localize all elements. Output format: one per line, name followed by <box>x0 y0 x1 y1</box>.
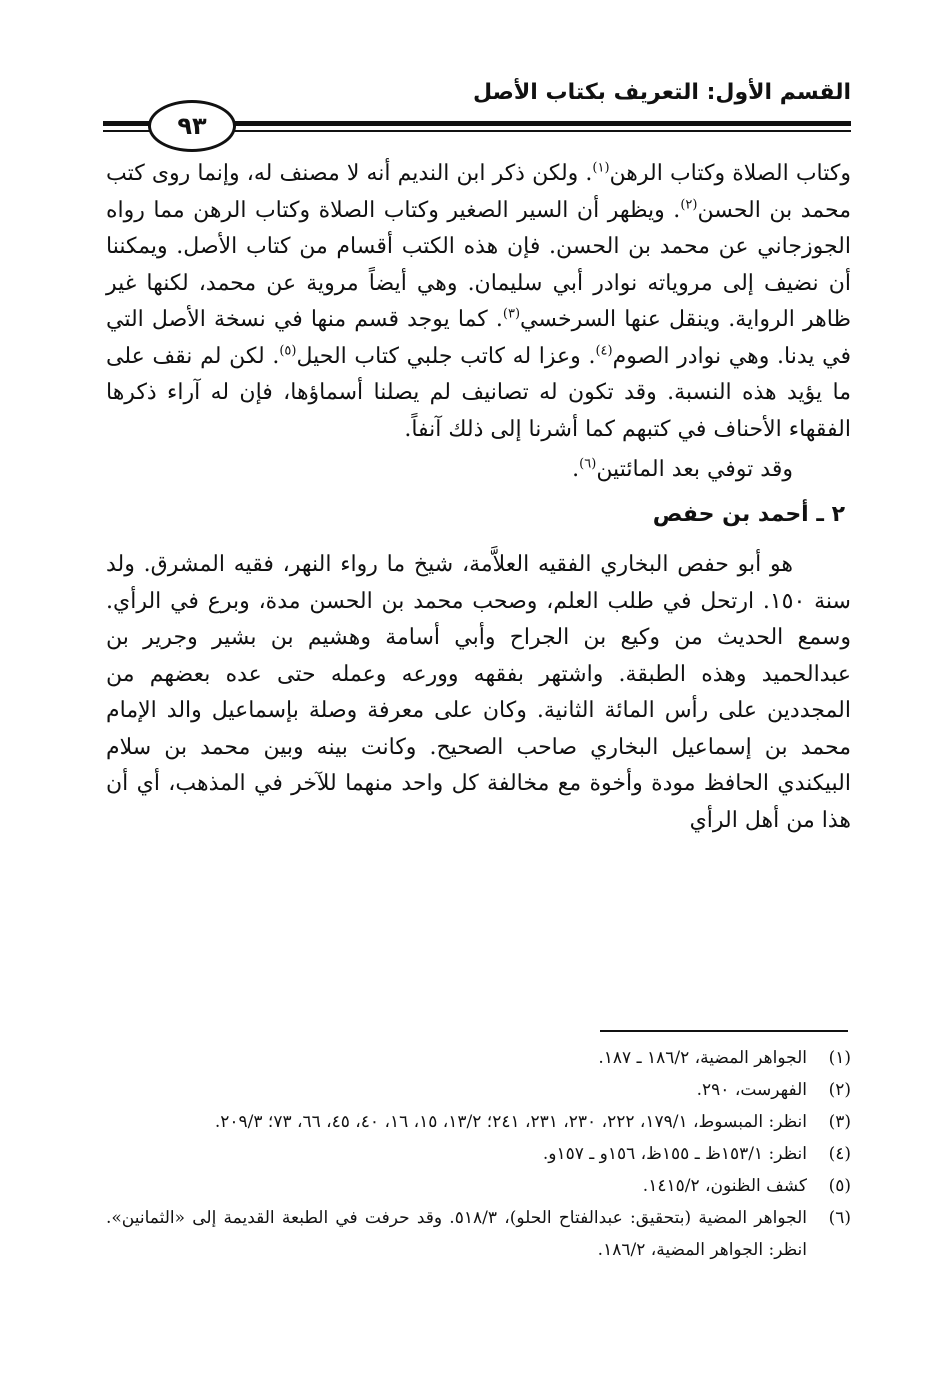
footnote-marker: (٣) <box>502 306 521 322</box>
footnote-marker: (١) <box>592 160 610 176</box>
text-run: . ولكن ذكر ابن النديم أنه لا مصنف له، وإنما روى كتب محمد بن الحسن <box>106 161 852 223</box>
footnote-marker: (٢) <box>680 197 698 213</box>
paragraph-biography <box>106 547 851 839</box>
text-run: وكتاب الصلاة وكتاب الرهن <box>609 161 851 186</box>
text-run: وقد توفي بعد المائتين <box>596 457 793 482</box>
footnote-marker: (٤) <box>595 343 613 359</box>
footnote-text: انظر: ١٥٣/١ظ ـ ١٥٥ظ، ١٥٦و ـ ١٥٧و. <box>542 1144 807 1164</box>
footnote-text: الجواهر المضية، ١٨٦/٢ ـ ١٨٧. <box>598 1048 807 1068</box>
footnote-text: كشف الظنون، ١٤١٥/٢. <box>642 1176 807 1196</box>
text-run: . ويظهر أن السير الصغير وكتاب الصلاة وكتاب الرهن مما رواه الجوزجاني عن محمد بن الحسن. فإن هذه الكتب أقسام من كتاب الأصل. ويمكننا أن نضيف إلى مروياته نوادر أبي سليمان. وهي أيضاً مروية عن محمد، لكنها غير ظاهر الرواية. وينقل عنها السرخسي <box>106 197 851 332</box>
footnote-item <box>106 1138 851 1170</box>
footnote-text: انظر: المبسوط، ١٧٩/١، ٢٢٢، ٢٣٠، ٢٣١، ٢٤١؛ ١٣/٢، ١٥، ١٦، ٤٠، ٤٥، ٦٦، ٧٣؛ ٢٠٩/٣. <box>214 1112 807 1132</box>
footnote-number: (٤) <box>828 1144 851 1164</box>
page-number: ٩٣ <box>177 112 207 140</box>
text-run: . لكن لم نقف على ما يؤيد هذه النسبة. وقد تكون له تصانيف لم يصلنا أسماؤها، فإن له آراء ذكرها الفقهاء الأحناف في كتبهم كما أشرنا إلى ذلك آنفاً. <box>106 343 851 442</box>
running-header-title: القسم الأول: التعريف بكتاب الأصل <box>473 80 851 105</box>
paragraph-death-date <box>106 452 851 489</box>
text-run: هو أبو حفص البخاري الفقيه العلاَّمة، شيخ ما رواء النهر، فقيه المشرق. ولد سنة ١٥٠. ارتحل في طلب العلم، وصحب محمد بن الحسن مدة، وبرع في الرأي. وسمع الحديث من وكيع بن الجراح وأبي أسامة وهشيم بن بشير وجرير بن عبدالحميد وهذه الطبقة. واشتهر بفقهه وورعه وعمله حتى عده بعضهم من المجددين على رأس المائة الثانية. وكان على معرفة وصلة بإسماعيل والد الإمام محمد بن إسماعيل البخاري صاحب الصحيح. وكانت بينه وبين محمد بن سلام البيكندي الحافظ مودة وأخوة مع مخالفة كل واحد منهما للآخر في المذهب، أي أن هذا من أهل الرأي <box>106 552 851 833</box>
body-text <box>106 156 851 839</box>
footnote-item <box>106 1202 851 1266</box>
footnote-marker: (٦) <box>579 456 597 472</box>
footnote-number: (٢) <box>828 1080 851 1100</box>
footnote-number: (٥) <box>828 1176 851 1196</box>
footnote-marker: (٥) <box>279 343 297 359</box>
footnote-item <box>106 1042 851 1074</box>
text-run: . كما يوجد قسم منها في نسخة الأصل التي في يدنا. وهي نوادر الصوم <box>106 307 851 369</box>
footnote-text: الفهرست، ٢٩٠. <box>696 1080 807 1100</box>
footnote-number: (١) <box>828 1048 851 1068</box>
section-heading: ٢ ـ أحمد بن حفص <box>652 501 845 527</box>
footnote-number: (٦) <box>828 1208 851 1228</box>
page-number-badge <box>148 100 236 152</box>
paragraph-makhzumi-works <box>106 156 851 448</box>
text-run: . وعزا له كاتب جلبي كتاب الحيل <box>296 343 596 369</box>
footnote-text: الجواهر المضية (بتحقيق: عبدالفتاح الحلو)، ٥١٨/٣. وقد حرفت في الطبعة القديمة إلى «الثمانين». انظر: الجواهر المضية، ١٨٦/٢. <box>106 1208 808 1260</box>
footnote-item <box>106 1170 851 1202</box>
footnote-separator <box>600 1030 848 1032</box>
text-run: . <box>572 457 580 482</box>
footnotes-list <box>106 1042 851 1266</box>
footnote-number: (٣) <box>828 1112 851 1132</box>
footnote-item <box>106 1074 851 1106</box>
footnote-item <box>106 1106 851 1138</box>
